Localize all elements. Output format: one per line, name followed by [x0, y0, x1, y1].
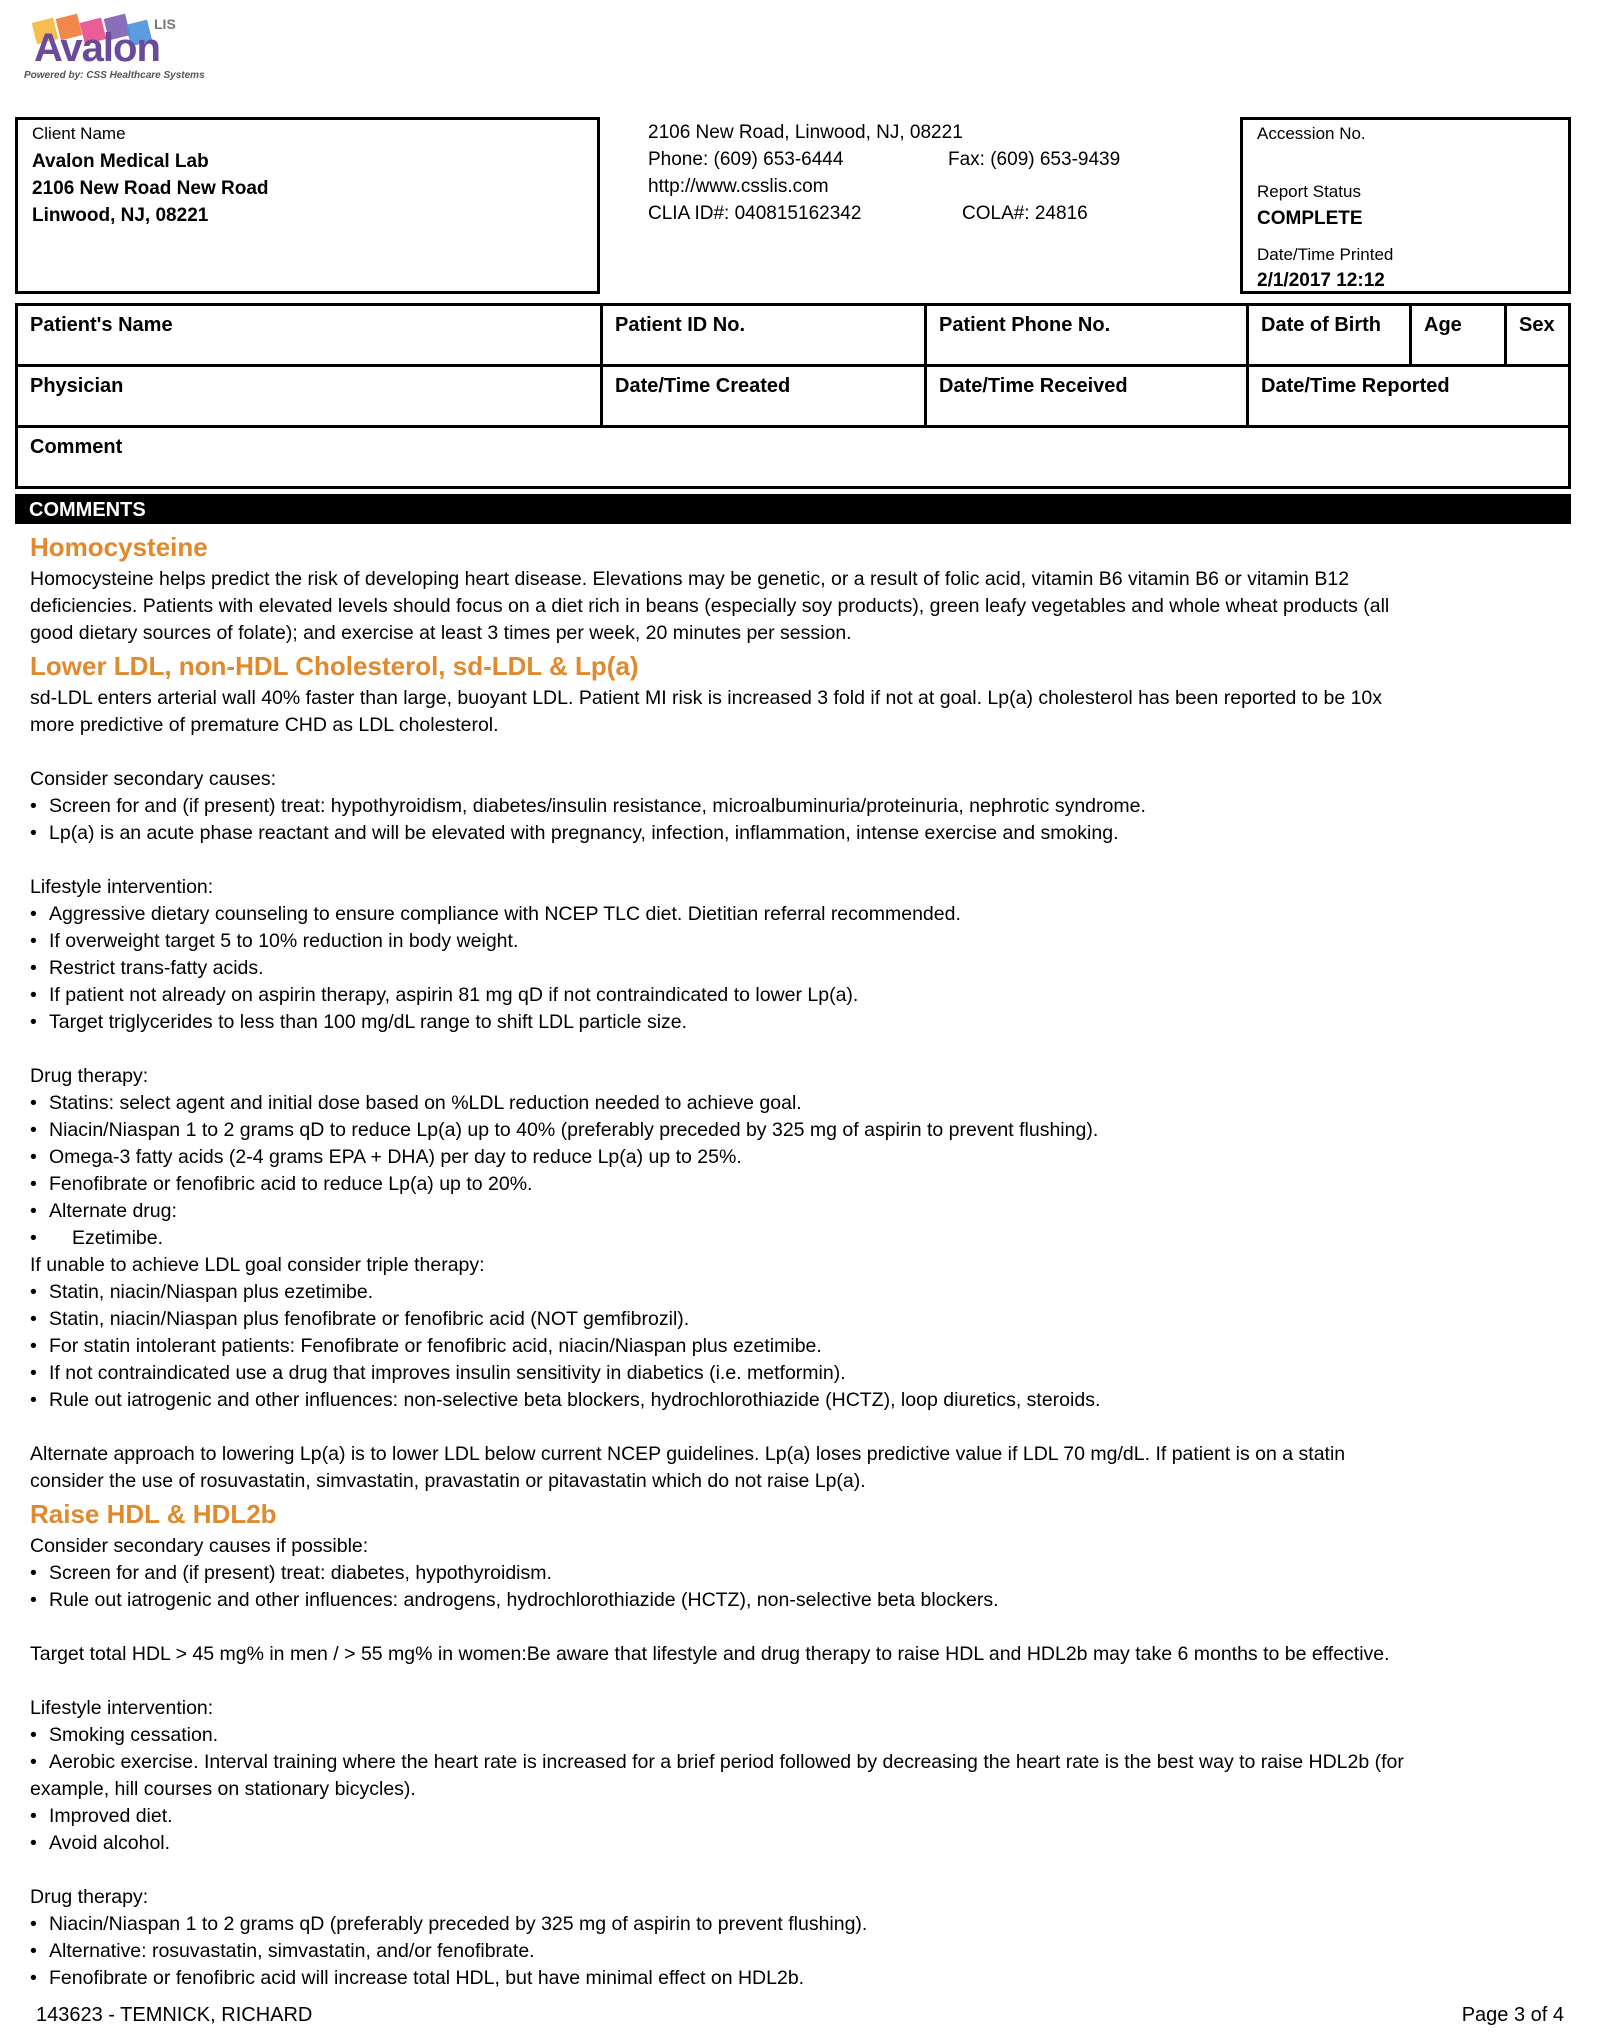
patient-row — [18, 306, 1568, 367]
list-item: • Avoid alcohol. — [30, 1830, 1570, 1857]
sex-label: Sex — [1519, 314, 1555, 336]
hdl-target: Target total HDL > 45 mg% in men / > 55 mg% in women:Be aware that lifestyle and drug therapy to raise HDL and HDL2b may take 6 months to be effective. — [30, 1643, 1390, 1665]
physician-row — [18, 367, 1568, 428]
report-box — [1240, 117, 1571, 294]
ldl-title: Lower LDL, non-HDL Cholesterol, sd-LDL & Lp(a) — [30, 651, 639, 681]
list-item: • Lp(a) is an acute phase reactant and will be elevated with pregnancy, infection, inflammation, intense exercise and smoking. — [30, 820, 1570, 847]
client-name: Avalon Medical Lab — [32, 151, 209, 172]
list-item: • Smoking cessation. — [30, 1722, 1570, 1749]
lab-phone: Phone: (609) 653-6444 — [648, 149, 844, 170]
logo-tagline: Powered by: CSS Healthcare Systems — [24, 70, 205, 81]
lab-website: http://www.csslis.com — [648, 176, 829, 197]
homocysteine-text: good dietary sources of folate); and exercise at least 3 times per week, 20 minutes per session. — [30, 622, 852, 644]
ldl-lifestyle-label: Lifestyle intervention: — [30, 876, 214, 898]
received-label: Date/Time Received — [939, 375, 1128, 397]
client-box — [15, 117, 600, 294]
ldl-alternate: Alternate approach to lowering Lp(a) is to lower LDL below current NCEP guidelines. Lp(a) loses predictive value if LDL 70 mg/dL. If patient is on a statin — [30, 1443, 1346, 1465]
list-item: • Omega-3 fatty acids (2-4 grams EPA + DHA) per day to reduce Lp(a) up to 25%. — [30, 1144, 1570, 1171]
ldl-alternate: consider the use of rosuvastatin, simvastatin, pravastatin or pitavastatin which do not raise Lp(a). — [30, 1470, 866, 1492]
lab-address: 2106 New Road, Linwood, NJ, 08221 — [648, 122, 963, 143]
list-item: • Niacin/Niaspan 1 to 2 grams qD to reduce Lp(a) up to 40% (preferably preceded by 325 mg of aspirin to prevent flushing). — [30, 1117, 1570, 1144]
comments-header: COMMENTS — [15, 494, 1571, 524]
client-label: Client Name — [32, 124, 126, 143]
printed-label: Date/Time Printed — [1257, 245, 1394, 264]
homocysteine-text: deficiencies. Patients with elevated levels should focus on a diet rich in beans (especially soy products), green leafy vegetables and whole wheat products (all — [30, 595, 1390, 617]
ldl-drug-label: Drug therapy: — [30, 1065, 149, 1087]
hdl-title: Raise HDL & HDL2b — [30, 1499, 277, 1529]
physician-label: Physician — [30, 375, 124, 397]
ldl-intro: sd-LDL enters arterial wall 40% faster than large, buoyant LDL. Patient MI risk is increased 3 fold if not at goal. Lp(a) cholesterol has been reported to be 10x — [30, 687, 1383, 709]
logo-wordmark: Avalon — [34, 26, 160, 70]
accession-label: Accession No. — [1257, 124, 1366, 143]
list-item: • Screen for and (if present) treat: hypothyroidism, diabetes/insulin resistance, microalbuminuria/proteinuria, nephrotic syndrome. — [30, 793, 1570, 820]
report-status: COMPLETE — [1257, 208, 1363, 229]
list-item: • If patient not already on aspirin therapy, aspirin 81 mg qD if not contraindicated to lower Lp(a). — [30, 982, 1570, 1009]
list-item: • If overweight target 5 to 10% reduction in body weight. — [30, 928, 1570, 955]
lab-fax: Fax: (609) 653-9439 — [948, 149, 1121, 170]
patient-grid — [15, 303, 1571, 489]
footer-page-number: Page 3 of 4 — [1461, 2004, 1564, 2026]
list-item: • Statins: select agent and initial dose based on %LDL reduction needed to achieve goal. — [30, 1090, 1570, 1117]
hdl-lifestyle-label: Lifestyle intervention: — [30, 1697, 214, 1719]
list-item: • For statin intolerant patients: Fenofibrate or fenofibric acid, niacin/Niaspan plus ezetimibe. — [30, 1333, 1570, 1360]
lab-cola: COLA#: 24816 — [962, 203, 1088, 224]
comment-label: Comment — [30, 436, 123, 458]
list-item: • Fenofibrate or fenofibric acid to reduce Lp(a) up to 20%. — [30, 1171, 1570, 1198]
homocysteine-title: Homocysteine — [30, 532, 208, 562]
list-item: • Target triglycerides to less than 100 mg/dL range to shift LDL particle size. — [30, 1009, 1570, 1036]
created-label: Date/Time Created — [615, 375, 791, 397]
list-item: • Screen for and (if present) treat: diabetes, hypothyroidism. — [30, 1560, 1570, 1587]
printed-datetime: 2/1/2017 12:12 — [1257, 270, 1385, 291]
list-item: • Aerobic exercise. Interval training where the heart rate is increased for a brief period followed by decreasing the heart rate is the best way to raise HDL2b (for — [30, 1749, 1570, 1776]
homocysteine-text: Homocysteine helps predict the risk of developing heart disease. Elevations may be genetic, or a result of folic acid, vitamin B6 vitamin B6 or vitamin B12 — [30, 568, 1350, 590]
ldl-intro: more predictive of premature CHD as LDL cholesterol. — [30, 714, 499, 736]
list-item: • Ezetimibe. — [30, 1225, 1570, 1252]
patients-name-label: Patient's Name — [30, 314, 173, 336]
dob-label: Date of Birth — [1261, 314, 1381, 336]
client-address-2: Linwood, NJ, 08221 — [32, 205, 209, 226]
comment-row — [18, 428, 1568, 486]
comments-body — [30, 528, 1570, 1992]
list-item: • Statin, niacin/Niaspan plus ezetimibe. — [30, 1279, 1570, 1306]
list-item: • Restrict trans-fatty acids. — [30, 955, 1570, 982]
status-label: Report Status — [1257, 182, 1361, 201]
lab-info — [648, 120, 1228, 240]
avalon-logo — [22, 14, 205, 90]
list-item: • Improved diet. — [30, 1803, 1570, 1830]
logo-lis: LIS — [154, 16, 176, 32]
age-label: Age — [1424, 314, 1462, 336]
list-item: • Statin, niacin/Niaspan plus fenofibrate or fenofibric acid (NOT gemfibrozil). — [30, 1306, 1570, 1333]
list-item: • If not contraindicated use a drug that improves insulin sensitivity in diabetics (i.e. metformin). — [30, 1360, 1570, 1387]
list-item: • Rule out iatrogenic and other influences: non-selective beta blockers, hydrochlorothiazide (HCTZ), loop diuretics, steroids. — [30, 1387, 1570, 1414]
patient-phone-label: Patient Phone No. — [939, 314, 1111, 336]
list-item: • Rule out iatrogenic and other influences: androgens, hydrochlorothiazide (HCTZ), non-selective beta blockers. — [30, 1587, 1570, 1614]
patient-id-label: Patient ID No. — [615, 314, 746, 336]
ldl-secondary-label: Consider secondary causes: — [30, 768, 277, 790]
ldl-triple-label: If unable to achieve LDL goal consider triple therapy: — [30, 1254, 485, 1276]
list-item-continued: example, hill courses on stationary bicycles). — [30, 1778, 416, 1800]
list-item: • Alternative: rosuvastatin, simvastatin, and/or fenofibrate. — [30, 1938, 1570, 1965]
list-item: • Niacin/Niaspan 1 to 2 grams qD (preferably preceded by 325 mg of aspirin to prevent flushing). — [30, 1911, 1570, 1938]
lab-clia: CLIA ID#: 040815162342 — [648, 203, 862, 224]
hdl-secondary-label: Consider secondary causes if possible: — [30, 1535, 369, 1557]
reported-label: Date/Time Reported — [1261, 375, 1450, 397]
hdl-drug-label: Drug therapy: — [30, 1886, 149, 1908]
list-item: • Fenofibrate or fenofibric acid will increase total HDL, but have minimal effect on HDL2b. — [30, 1965, 1570, 1992]
client-address-1: 2106 New Road New Road — [32, 178, 269, 199]
list-item: • Aggressive dietary counseling to ensure compliance with NCEP TLC diet. Dietitian referral recommended. — [30, 901, 1570, 928]
list-item: • Alternate drug: — [30, 1198, 1570, 1225]
footer-patient: 143623 - TEMNICK, RICHARD — [36, 2004, 313, 2026]
